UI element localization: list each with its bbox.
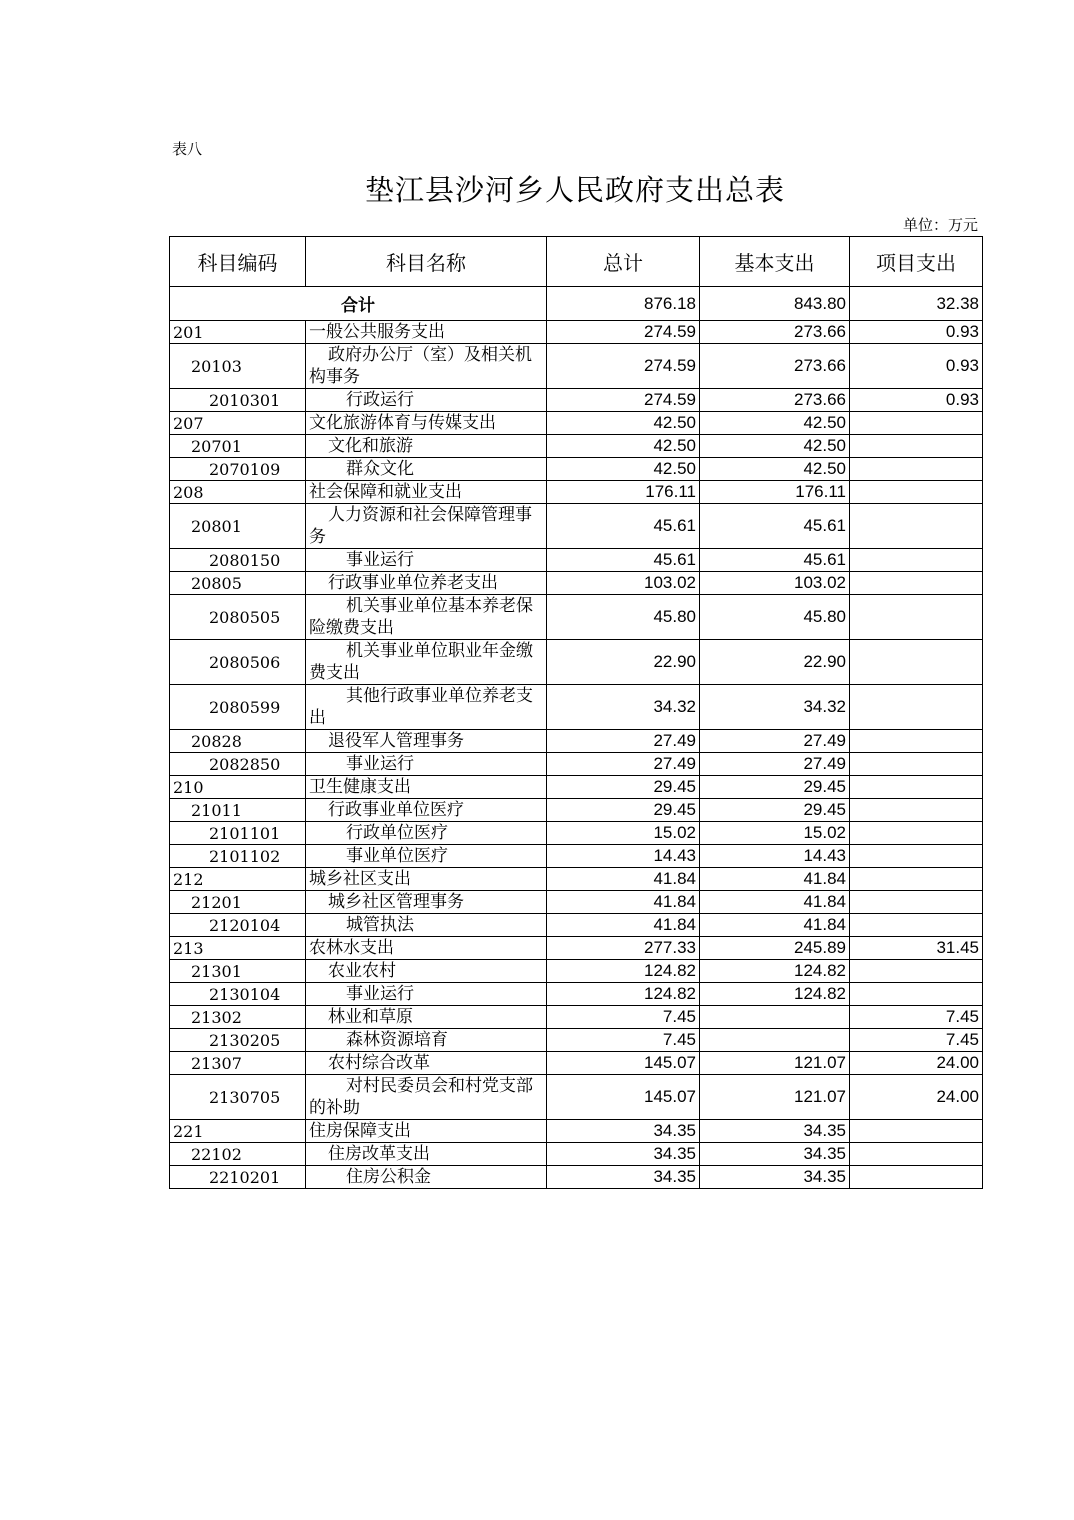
row-code: 2010301 [170, 389, 306, 412]
row-code: 20805 [170, 572, 306, 595]
row-project [850, 822, 983, 845]
row-project [850, 1120, 983, 1143]
row-total: 27.49 [547, 730, 700, 753]
expenditure-table [169, 236, 983, 1189]
row-project [850, 412, 983, 435]
row-basic: 124.82 [700, 960, 850, 983]
row-total: 34.35 [547, 1143, 700, 1166]
row-name: 社会保障和就业支出 [306, 481, 547, 504]
total-basic: 843.80 [700, 287, 850, 321]
row-name: 住房公积金 [306, 1166, 547, 1189]
row-total: 29.45 [547, 799, 700, 822]
row-basic: 15.02 [700, 822, 850, 845]
row-total: 274.59 [547, 389, 700, 412]
table-row [170, 458, 983, 481]
table-row [170, 595, 983, 640]
row-project [850, 640, 983, 685]
row-name: 其他行政事业单位养老支出 [306, 685, 547, 730]
row-code: 2130705 [170, 1075, 306, 1120]
table-row [170, 799, 983, 822]
row-total: 124.82 [547, 983, 700, 1006]
row-name: 退役军人管理事务 [306, 730, 547, 753]
row-basic [700, 1029, 850, 1052]
table-row [170, 891, 983, 914]
row-total: 274.59 [547, 321, 700, 344]
row-basic: 45.61 [700, 549, 850, 572]
table-row [170, 549, 983, 572]
row-basic [700, 1006, 850, 1029]
row-code: 2130104 [170, 983, 306, 1006]
row-code: 20828 [170, 730, 306, 753]
row-basic: 103.02 [700, 572, 850, 595]
row-code: 2210201 [170, 1166, 306, 1189]
table-row [170, 1052, 983, 1075]
header-code: 科目编码 [170, 237, 306, 287]
table-row [170, 983, 983, 1006]
row-name: 事业运行 [306, 549, 547, 572]
row-name: 行政事业单位医疗 [306, 799, 547, 822]
row-name: 机关事业单位职业年金缴费支出 [306, 640, 547, 685]
table-row [170, 1120, 983, 1143]
row-code: 21307 [170, 1052, 306, 1075]
row-total: 22.90 [547, 640, 700, 685]
row-basic: 14.43 [700, 845, 850, 868]
row-basic: 176.11 [700, 481, 850, 504]
row-project: 0.93 [850, 389, 983, 412]
row-project [850, 1143, 983, 1166]
row-name: 对村民委员会和村党支部的补助 [306, 1075, 547, 1120]
row-total: 34.32 [547, 685, 700, 730]
row-basic: 45.80 [700, 595, 850, 640]
row-total: 124.82 [547, 960, 700, 983]
row-basic: 245.89 [700, 937, 850, 960]
page-label: 表八 [172, 140, 203, 158]
row-basic: 121.07 [700, 1075, 850, 1120]
row-project [850, 595, 983, 640]
table-row [170, 776, 983, 799]
total-label: 合计 [170, 287, 547, 321]
row-code: 213 [170, 937, 306, 960]
row-project [850, 685, 983, 730]
row-basic: 29.45 [700, 799, 850, 822]
row-total: 15.02 [547, 822, 700, 845]
header-name: 科目名称 [306, 237, 547, 287]
table-row [170, 685, 983, 730]
row-name: 森林资源培育 [306, 1029, 547, 1052]
table-row [170, 1029, 983, 1052]
row-code: 2080599 [170, 685, 306, 730]
table-row [170, 504, 983, 549]
row-total: 42.50 [547, 458, 700, 481]
row-basic: 42.50 [700, 412, 850, 435]
row-code: 21201 [170, 891, 306, 914]
row-project: 7.45 [850, 1029, 983, 1052]
row-name: 卫生健康支出 [306, 776, 547, 799]
row-project [850, 435, 983, 458]
table-row [170, 1166, 983, 1189]
row-basic: 273.66 [700, 344, 850, 389]
row-project [850, 458, 983, 481]
row-name: 住房改革支出 [306, 1143, 547, 1166]
row-basic: 22.90 [700, 640, 850, 685]
total-sum: 876.18 [547, 287, 700, 321]
row-code: 20103 [170, 344, 306, 389]
row-basic: 41.84 [700, 868, 850, 891]
table-row [170, 845, 983, 868]
row-total: 7.45 [547, 1006, 700, 1029]
row-basic: 121.07 [700, 1052, 850, 1075]
row-name: 一般公共服务支出 [306, 321, 547, 344]
row-basic: 27.49 [700, 753, 850, 776]
row-project [850, 572, 983, 595]
table-row [170, 822, 983, 845]
row-code: 2101102 [170, 845, 306, 868]
row-total: 7.45 [547, 1029, 700, 1052]
row-total: 176.11 [547, 481, 700, 504]
row-project [850, 960, 983, 983]
header-total: 总计 [547, 237, 700, 287]
row-code: 207 [170, 412, 306, 435]
row-name: 住房保障支出 [306, 1120, 547, 1143]
row-basic: 42.50 [700, 458, 850, 481]
row-total: 41.84 [547, 868, 700, 891]
row-project [850, 983, 983, 1006]
row-name: 文化旅游体育与传媒支出 [306, 412, 547, 435]
row-project [850, 730, 983, 753]
row-name: 行政事业单位养老支出 [306, 572, 547, 595]
row-name: 文化和旅游 [306, 435, 547, 458]
row-project [850, 914, 983, 937]
row-name: 行政单位医疗 [306, 822, 547, 845]
row-total: 45.80 [547, 595, 700, 640]
row-code: 21302 [170, 1006, 306, 1029]
row-total: 34.35 [547, 1120, 700, 1143]
total-project: 32.38 [850, 287, 983, 321]
row-code: 21301 [170, 960, 306, 983]
row-name: 机关事业单位基本养老保险缴费支出 [306, 595, 547, 640]
row-project [850, 891, 983, 914]
row-project [850, 845, 983, 868]
header-project: 项目支出 [850, 237, 983, 287]
header-basic: 基本支出 [700, 237, 850, 287]
row-name: 群众文化 [306, 458, 547, 481]
row-code: 2080505 [170, 595, 306, 640]
table-row [170, 753, 983, 776]
row-project: 0.93 [850, 321, 983, 344]
row-project [850, 799, 983, 822]
row-name: 人力资源和社会保障管理事务 [306, 504, 547, 549]
table-row [170, 1075, 983, 1120]
row-code: 20801 [170, 504, 306, 549]
row-basic: 34.35 [700, 1166, 850, 1189]
row-code: 2130205 [170, 1029, 306, 1052]
row-basic: 29.45 [700, 776, 850, 799]
row-project: 24.00 [850, 1075, 983, 1120]
row-total: 34.35 [547, 1166, 700, 1189]
row-code: 21011 [170, 799, 306, 822]
row-project [850, 549, 983, 572]
row-code: 210 [170, 776, 306, 799]
row-project [850, 776, 983, 799]
row-project [850, 868, 983, 891]
table-row [170, 344, 983, 389]
row-total: 45.61 [547, 549, 700, 572]
row-name: 农林水支出 [306, 937, 547, 960]
row-code: 2082850 [170, 753, 306, 776]
total-row [170, 287, 983, 321]
row-name: 城乡社区支出 [306, 868, 547, 891]
table-row [170, 937, 983, 960]
row-code: 2080150 [170, 549, 306, 572]
row-project: 31.45 [850, 937, 983, 960]
row-name: 农村综合改革 [306, 1052, 547, 1075]
row-name: 事业单位医疗 [306, 845, 547, 868]
row-total: 41.84 [547, 914, 700, 937]
row-total: 45.61 [547, 504, 700, 549]
row-name: 林业和草原 [306, 1006, 547, 1029]
table-row [170, 960, 983, 983]
row-basic: 41.84 [700, 891, 850, 914]
row-basic: 124.82 [700, 983, 850, 1006]
row-basic: 273.66 [700, 321, 850, 344]
row-name: 事业运行 [306, 753, 547, 776]
row-total: 145.07 [547, 1075, 700, 1120]
row-basic: 34.32 [700, 685, 850, 730]
row-basic: 42.50 [700, 435, 850, 458]
row-project [850, 481, 983, 504]
row-total: 14.43 [547, 845, 700, 868]
row-project: 7.45 [850, 1006, 983, 1029]
row-total: 27.49 [547, 753, 700, 776]
row-total: 42.50 [547, 412, 700, 435]
row-total: 274.59 [547, 344, 700, 389]
row-project [850, 504, 983, 549]
row-project [850, 1166, 983, 1189]
table-row [170, 730, 983, 753]
row-basic: 27.49 [700, 730, 850, 753]
row-code: 2120104 [170, 914, 306, 937]
table-header-row [170, 237, 983, 287]
row-code: 221 [170, 1120, 306, 1143]
row-code: 208 [170, 481, 306, 504]
row-basic: 34.35 [700, 1143, 850, 1166]
unit-label: 单位：万元 [902, 216, 978, 234]
row-total: 42.50 [547, 435, 700, 458]
row-code: 22102 [170, 1143, 306, 1166]
table-row [170, 389, 983, 412]
table-row [170, 435, 983, 458]
table-row [170, 1006, 983, 1029]
table-row [170, 914, 983, 937]
row-total: 103.02 [547, 572, 700, 595]
row-basic: 273.66 [700, 389, 850, 412]
row-total: 29.45 [547, 776, 700, 799]
row-name: 政府办公厅（室）及相关机构事务 [306, 344, 547, 389]
row-code: 201 [170, 321, 306, 344]
table-row [170, 412, 983, 435]
table-row [170, 868, 983, 891]
row-name: 城乡社区管理事务 [306, 891, 547, 914]
table-row [170, 321, 983, 344]
row-basic: 45.61 [700, 504, 850, 549]
row-code: 2080506 [170, 640, 306, 685]
document-title: 垫江县沙河乡人民政府支出总表 [364, 173, 785, 207]
row-name: 事业运行 [306, 983, 547, 1006]
row-total: 145.07 [547, 1052, 700, 1075]
row-code: 2101101 [170, 822, 306, 845]
row-name: 行政运行 [306, 389, 547, 412]
row-code: 2070109 [170, 458, 306, 481]
table-row [170, 572, 983, 595]
row-project [850, 753, 983, 776]
row-basic: 41.84 [700, 914, 850, 937]
row-code: 20701 [170, 435, 306, 458]
table-row [170, 1143, 983, 1166]
row-name: 城管执法 [306, 914, 547, 937]
row-total: 277.33 [547, 937, 700, 960]
table-row [170, 481, 983, 504]
row-code: 212 [170, 868, 306, 891]
row-total: 41.84 [547, 891, 700, 914]
row-project: 0.93 [850, 344, 983, 389]
row-basic: 34.35 [700, 1120, 850, 1143]
table-row [170, 640, 983, 685]
row-project: 24.00 [850, 1052, 983, 1075]
row-name: 农业农村 [306, 960, 547, 983]
